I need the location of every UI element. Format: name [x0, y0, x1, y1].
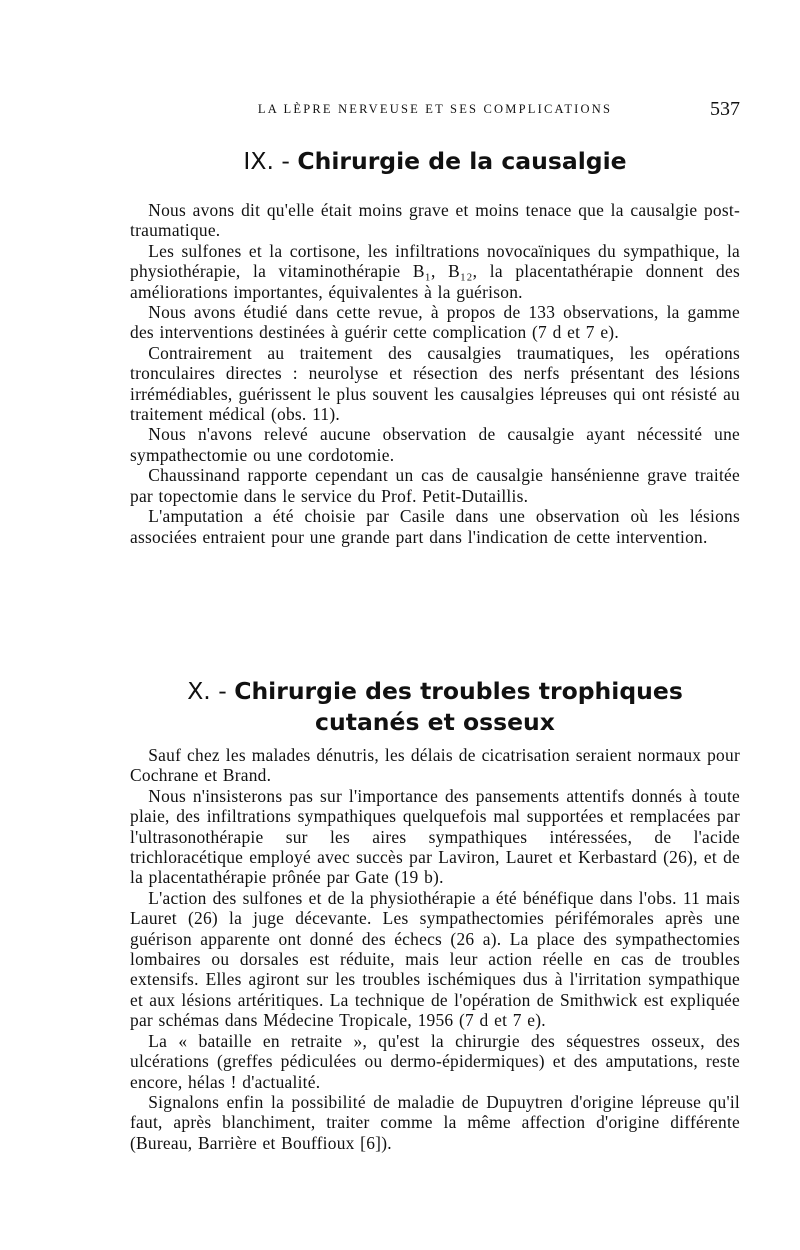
section-ix-number: IX. - — [243, 147, 290, 175]
section-ix-paragraph-3: Nous avons étudié dans cette revue, à propos de 133 observations, la gamme des interventions destinées à guérir cette complication (7 d et 7 e). — [130, 302, 740, 343]
section-x-paragraph-4: La « bataille en retraite », qu'est la chirurgie des séquestres osseux, des ulcérations (greffes pédiculées ou dermo-épidermiques) et des amputations, reste encore, hélas ! d'actualité. — [130, 1030, 740, 1092]
section-x-paragraph-1: Sauf chez les malades dénutris, les délais de cicatrisation seraient normaux pour Cochrane et Brand. — [130, 745, 740, 786]
section-ix-heading — [130, 146, 740, 177]
section-x-body — [130, 745, 740, 1153]
section-ix-paragraph-2: Les sulfones et la cortisone, les infiltrations novocaïniques du sympathique, la physiothérapie, la vitaminothérapie B₁, B₁₂, la placentathérapie donnent des améliorations importantes, équivalentes à la guérison. — [130, 240, 740, 302]
section-ix-paragraph-7: L'amputation a été choisie par Casile dans une observation où les lésions associées entraient pour une grande part dans l'indication de cette intervention. — [130, 506, 740, 547]
page-number: 537 — [710, 98, 740, 120]
section-x-paragraph-5: Signalons enfin la possibilité de maladie de Dupuytren d'origine lépreuse qu'il faut, après blanchiment, traiter comme la même affection d'origine différente (Bureau, Barrière et Bouffioux [6]). — [130, 1091, 740, 1153]
section-ix-body — [130, 200, 740, 547]
section-x-title-line-1: Chirurgie des troubles trophiques — [234, 677, 683, 705]
section-ix-title: Chirurgie de la causalgie — [297, 147, 627, 175]
running-head — [130, 100, 740, 120]
section-ix-paragraph-6: Chaussinand rapporte cependant un cas de causalgie hansénienne grave traitée par topectomie dans le service du Prof. Petit-Dutaillis. — [130, 465, 740, 506]
section-ix-paragraph-5: Nous n'avons relevé aucune observation de causalgie ayant nécessité une sympathectomie ou une cordotomie. — [130, 424, 740, 465]
section-x-number: X. - — [187, 677, 227, 705]
section-x-heading — [130, 676, 740, 738]
section-ix-paragraph-4: Contrairement au traitement des causalgies traumatiques, les opérations tronculaires directes : neurolyse et résection des nerfs présentant des lésions irrémédiables, guérissent le plus souvent les causalgies lépreuses qui ont résisté au traitement médical (obs. 11). — [130, 342, 740, 425]
section-x-paragraph-2: Nous n'insisterons pas sur l'importance des pansements attentifs donnés à toute plaie, des infiltrations sympathiques quelquefois mal supportées et remplacées par l'ultrasonothérapie sur les aires sympathiques intéressées, de l'acide trichloracétique employé avec succès par Laviron, Lauret et Kerbastard (26), et de la placentathérapie prônée par Gate (19 b). — [130, 785, 740, 888]
section-x-title-line-2: cutanés et osseux — [315, 708, 555, 736]
running-title: LA LÈPRE NERVEUSE ET SES COMPLICATIONS — [257, 102, 613, 116]
section-ix-paragraph-1: Nous avons dit qu'elle était moins grave et moins tenace que la causalgie post-traumatique. — [130, 200, 740, 241]
section-x-paragraph-3: L'action des sulfones et de la physiothérapie a été bénéfique dans l'obs. 11 mais Lauret (26) la juge décevante. Les sympathectomies périfémorales après une guérison apparente ont donné des échecs (26 a). La place des sympathectomies lombaires ou dorsales est réduite, mais leur action réelle en cas de troubles extensifs. Elles agiront sur les troubles ischémiques dus à l'irritation sympathique et aux lésions artéritiques. La technique de l'opération de Smithwick est expliquée par schémas dans Médecine Tropicale, 1956 (7 d et 7 e). — [130, 887, 740, 1031]
